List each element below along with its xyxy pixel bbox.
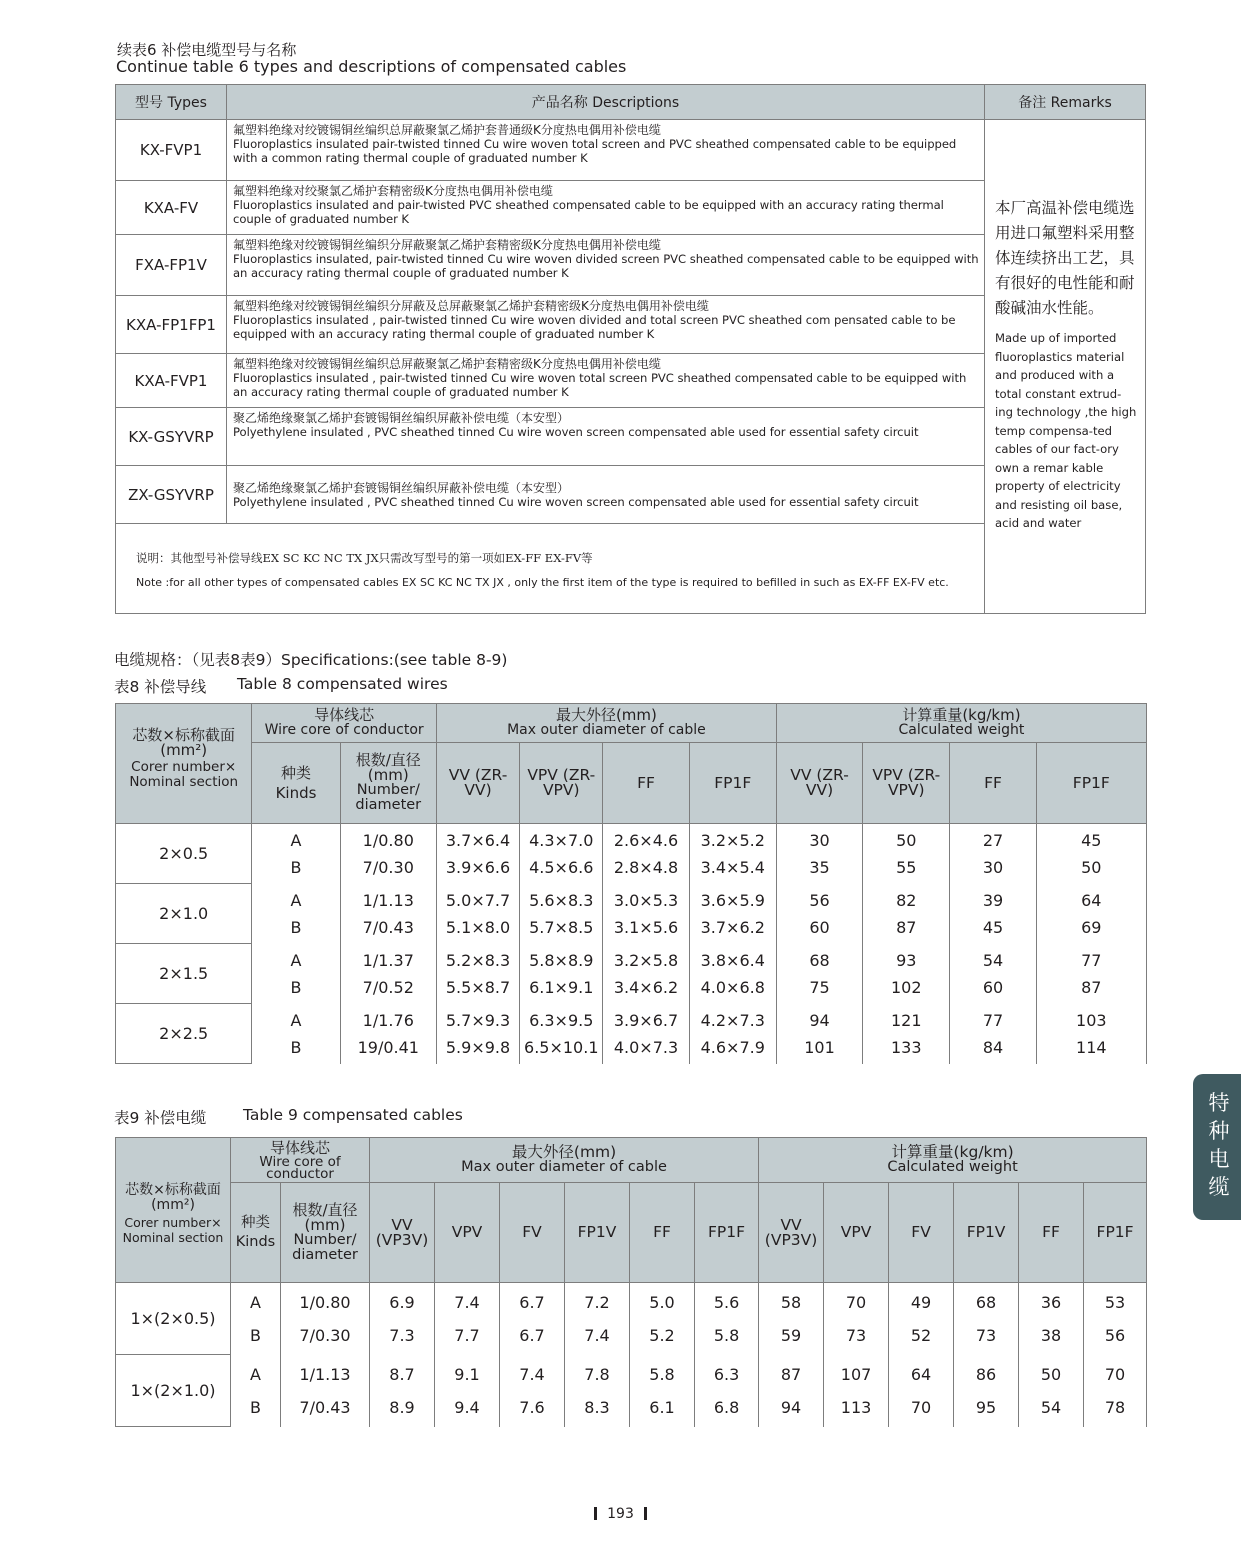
weight-cell: 70 bbox=[824, 1283, 889, 1319]
diameter-cell: 3.0×5.3 bbox=[603, 884, 689, 914]
description-en: Fluoroplastics insulated, pair-twisted tinned Cu wire woven divided screen PVC sheathed compensated cable to be equipped with an accuracy rating thermal couple of graduated number K bbox=[233, 252, 979, 280]
description-cell bbox=[227, 181, 985, 235]
description-en: Polyethylene insulated , PVC sheathed tinned Cu wire woven screen compensated able used for essential safety circuit bbox=[233, 425, 919, 439]
weight-cell: 60 bbox=[950, 974, 1036, 1004]
header-core-section bbox=[116, 704, 252, 824]
weight-cell: 93 bbox=[863, 944, 950, 974]
table-row bbox=[116, 1355, 1147, 1391]
page-number bbox=[0, 1506, 1241, 1522]
header-max-diameter-cn: 最大外径(mm) bbox=[555, 706, 657, 724]
weight-cell: 45 bbox=[950, 914, 1036, 944]
diameter-cell: 7.6 bbox=[500, 1391, 565, 1427]
header-max-diameter bbox=[436, 704, 776, 743]
diameter-cell: 5.2×8.3 bbox=[436, 944, 519, 974]
note-en: Note :for all other types of compensated cables EX SC KC NC TX JX , only the first item of the type is required to befilled in such as EX-FF EX-FV etc. bbox=[136, 576, 949, 589]
weight-cell: 94 bbox=[759, 1391, 824, 1427]
diameter-cell: 4.2×7.3 bbox=[689, 1004, 776, 1034]
header-remarks: 备注 Remarks bbox=[985, 85, 1146, 120]
diameter-cell: 5.7×9.3 bbox=[436, 1004, 519, 1034]
diameter-cell: 7.3 bbox=[370, 1319, 435, 1355]
header-nd-cn: 根数/直径 bbox=[292, 1200, 358, 1219]
weight-cell: 27 bbox=[950, 824, 1036, 854]
diameter-cell: 6.3 bbox=[695, 1355, 759, 1391]
header-weight bbox=[776, 704, 1146, 743]
weight-cell: 84 bbox=[950, 1034, 1036, 1064]
header-weight-col: FF bbox=[950, 743, 1036, 824]
weight-cell: 50 bbox=[863, 824, 950, 854]
header-wire-core-cn: 导体线芯 bbox=[270, 1139, 331, 1157]
size-cell: 1×(2×1.0) bbox=[116, 1355, 231, 1427]
diameter-cell: 5.0×7.7 bbox=[436, 884, 519, 914]
weight-cell: 107 bbox=[824, 1355, 889, 1391]
kind-cell: A bbox=[252, 824, 340, 854]
diameter-cell: 6.1×9.1 bbox=[520, 974, 603, 1004]
header-kinds bbox=[231, 1183, 281, 1283]
types-descriptions-table bbox=[115, 84, 1146, 614]
table-row bbox=[116, 824, 1147, 854]
table6-caption-en: Continue table 6 types and descriptions of compensated cables bbox=[116, 57, 627, 76]
header-wire-core-en: Wire core of conductor bbox=[259, 1154, 341, 1182]
diameter-cell: 3.4×5.4 bbox=[689, 854, 776, 884]
size-cell: 2×1.5 bbox=[116, 944, 252, 1004]
table-row bbox=[116, 120, 1146, 181]
table-row bbox=[116, 914, 1147, 944]
weight-cell: 86 bbox=[954, 1355, 1019, 1391]
divider bbox=[594, 1507, 597, 1520]
type-cell: ZX-GSYVRP bbox=[116, 466, 227, 524]
header-nd-en: Number/ diameter bbox=[355, 782, 422, 813]
number-diameter-cell: 1/1.13 bbox=[340, 884, 436, 914]
weight-cell: 77 bbox=[950, 1004, 1036, 1034]
diameter-cell: 7.8 bbox=[565, 1355, 630, 1391]
weight-cell: 36 bbox=[1019, 1283, 1084, 1319]
weight-cell: 60 bbox=[776, 914, 862, 944]
diameter-cell: 5.0 bbox=[630, 1283, 695, 1319]
weight-cell: 75 bbox=[776, 974, 862, 1004]
header-dia-col: VV (VP3V) bbox=[370, 1183, 435, 1283]
header-weight-en: Calculated weight bbox=[887, 1159, 1018, 1175]
kind-cell: A bbox=[252, 944, 340, 974]
diameter-cell: 8.9 bbox=[370, 1391, 435, 1427]
section-side-tab bbox=[1193, 1074, 1241, 1220]
diameter-cell: 7.4 bbox=[500, 1355, 565, 1391]
description-cn: 氟塑料绝缘对绞镀锡铜丝编织总屏蔽聚氯乙烯护套精密级K分度热电偶用补偿电缆 bbox=[233, 357, 661, 371]
diameter-cell: 5.8×8.9 bbox=[520, 944, 603, 974]
header-kinds-en: Kinds bbox=[235, 1233, 276, 1250]
header-core-en: Corer number× Nominal section bbox=[129, 759, 239, 790]
header-weight-col: VV (VP3V) bbox=[759, 1183, 824, 1283]
weight-cell: 56 bbox=[776, 884, 862, 914]
page-number-label: 193 bbox=[607, 1506, 634, 1522]
description-cell bbox=[227, 120, 985, 181]
weight-cell: 73 bbox=[954, 1319, 1019, 1355]
weight-cell: 54 bbox=[950, 944, 1036, 974]
header-dia-col: FP1F bbox=[689, 743, 776, 824]
diameter-cell: 3.6×5.9 bbox=[689, 884, 776, 914]
diameter-cell: 6.1 bbox=[630, 1391, 695, 1427]
diameter-cell: 6.7 bbox=[500, 1283, 565, 1319]
header-weight-en: Calculated weight bbox=[898, 722, 1025, 738]
number-diameter-cell: 7/0.43 bbox=[281, 1391, 370, 1427]
header-wire-core-en: Wire core of conductor bbox=[264, 722, 424, 738]
header-weight-cn: 计算重量(kg/km) bbox=[902, 706, 1021, 724]
table-row bbox=[116, 944, 1147, 974]
diameter-cell: 7.4 bbox=[565, 1319, 630, 1355]
diameter-cell: 6.8 bbox=[695, 1391, 759, 1427]
description-cell bbox=[227, 466, 985, 524]
table-row bbox=[116, 1034, 1147, 1064]
remarks-cn: 本厂高温补偿电缆选用进口氟塑料采用整体连续挤出工艺，具有很好的电性能和耐酸碱油水性能。 bbox=[995, 199, 1135, 317]
number-diameter-cell: 7/0.43 bbox=[340, 914, 436, 944]
header-wire-core bbox=[231, 1138, 370, 1183]
diameter-cell: 5.2 bbox=[630, 1319, 695, 1355]
diameter-cell: 7.4 bbox=[435, 1283, 500, 1319]
number-diameter-cell: 1/0.80 bbox=[340, 824, 436, 854]
kind-cell: A bbox=[252, 884, 340, 914]
weight-cell: 64 bbox=[889, 1355, 954, 1391]
weight-cell: 87 bbox=[1036, 974, 1146, 1004]
weight-cell: 103 bbox=[1036, 1004, 1146, 1034]
kind-cell: B bbox=[231, 1319, 281, 1355]
kind-cell: A bbox=[231, 1283, 281, 1319]
diameter-cell: 4.0×6.8 bbox=[689, 974, 776, 1004]
description-en: Polyethylene insulated , PVC sheathed tinned Cu wire woven screen compensated able used for essential safety circuit bbox=[233, 494, 919, 509]
kind-cell: B bbox=[252, 974, 340, 1004]
kind-cell: B bbox=[252, 914, 340, 944]
kind-cell: A bbox=[252, 1004, 340, 1034]
weight-cell: 101 bbox=[776, 1034, 862, 1064]
kind-cell: A bbox=[231, 1355, 281, 1391]
table-row bbox=[116, 974, 1147, 1004]
number-diameter-cell: 1/1.13 bbox=[281, 1355, 370, 1391]
weight-cell: 69 bbox=[1036, 914, 1146, 944]
header-core-section bbox=[116, 1138, 231, 1283]
size-cell: 2×0.5 bbox=[116, 824, 252, 884]
diameter-cell: 6.5×10.1 bbox=[520, 1034, 603, 1064]
diameter-cell: 6.7 bbox=[500, 1319, 565, 1355]
diameter-cell: 4.0×7.3 bbox=[603, 1034, 689, 1064]
header-kinds-cn: 种类 bbox=[281, 763, 312, 782]
diameter-cell: 3.9×6.6 bbox=[436, 854, 519, 884]
table8-caption-en: Table 8 compensated wires bbox=[237, 675, 448, 693]
weight-cell: 68 bbox=[954, 1283, 1019, 1319]
diameter-cell: 5.9×9.8 bbox=[436, 1034, 519, 1064]
description-cn: 氟塑料绝缘对绞镀锡铜丝编织总屏蔽聚氯乙烯护套普通级K分度热电偶用补偿电缆 bbox=[233, 123, 661, 137]
weight-cell: 94 bbox=[776, 1004, 862, 1034]
type-cell: KX-FVP1 bbox=[116, 120, 227, 181]
table-row bbox=[116, 1004, 1147, 1034]
size-cell: 1×(2×0.5) bbox=[116, 1283, 231, 1355]
header-wire-core-cn: 导体线芯 bbox=[314, 706, 375, 724]
divider bbox=[644, 1507, 647, 1520]
weight-cell: 45 bbox=[1036, 824, 1146, 854]
diameter-cell: 3.7×6.4 bbox=[436, 824, 519, 854]
header-nd-unit: (mm) bbox=[304, 1215, 346, 1234]
diameter-cell: 7.2 bbox=[565, 1283, 630, 1319]
diameter-cell: 3.9×6.7 bbox=[603, 1004, 689, 1034]
header-number-diameter bbox=[281, 1183, 370, 1283]
weight-cell: 38 bbox=[1019, 1319, 1084, 1355]
specifications-line: 电缆规格：（见表8表9）Specifications:(see table 8-9) bbox=[114, 651, 508, 669]
table9-caption-en: Table 9 compensated cables bbox=[243, 1106, 463, 1124]
weight-cell: 55 bbox=[863, 854, 950, 884]
type-cell: KXA-FP1FP1 bbox=[116, 296, 227, 354]
size-cell: 2×2.5 bbox=[116, 1004, 252, 1064]
diameter-cell: 3.2×5.2 bbox=[689, 824, 776, 854]
weight-cell: 54 bbox=[1019, 1391, 1084, 1427]
number-diameter-cell: 7/0.30 bbox=[281, 1319, 370, 1355]
header-max-diameter-cn: 最大外径(mm) bbox=[511, 1143, 617, 1161]
remarks-cell bbox=[985, 120, 1146, 614]
header-max-diameter bbox=[370, 1138, 759, 1183]
diameter-cell: 4.5×6.6 bbox=[520, 854, 603, 884]
description-cell bbox=[227, 408, 985, 466]
table9-caption-cn: 表9 补偿电缆 bbox=[114, 1109, 207, 1127]
diameter-cell: 8.7 bbox=[370, 1355, 435, 1391]
header-dia-col: FP1V bbox=[565, 1183, 630, 1283]
weight-cell: 50 bbox=[1019, 1355, 1084, 1391]
weight-cell: 70 bbox=[1084, 1355, 1147, 1391]
header-weight-col: FF bbox=[1019, 1183, 1084, 1283]
diameter-cell: 5.6 bbox=[695, 1283, 759, 1319]
compensated-cables-table bbox=[115, 1137, 1147, 1427]
description-en: Fluoroplastics insulated pair-twisted tinned Cu wire woven total screen and PVC sheathed compensated cable to be equipped with a common rating thermal couple of graduated number K bbox=[233, 137, 957, 165]
header-weight-col: VV (ZR-VV) bbox=[776, 743, 862, 824]
note-cn: 说明：其他型号补偿导线EX SC KC NC TX JX只需改写型号的第一项如EX-FF EX-FV等 bbox=[136, 551, 593, 565]
weight-cell: 58 bbox=[759, 1283, 824, 1319]
side-tab-label: 特种电缆 bbox=[1208, 1091, 1230, 1199]
diameter-cell: 5.6×8.3 bbox=[520, 884, 603, 914]
header-weight-col: FV bbox=[889, 1183, 954, 1283]
weight-cell: 35 bbox=[776, 854, 862, 884]
weight-cell: 82 bbox=[863, 884, 950, 914]
number-diameter-cell: 1/1.76 bbox=[340, 1004, 436, 1034]
header-descriptions: 产品名称 Descriptions bbox=[227, 85, 985, 120]
weight-cell: 95 bbox=[954, 1391, 1019, 1427]
description-cell bbox=[227, 296, 985, 354]
description-cell bbox=[227, 235, 985, 296]
weight-cell: 121 bbox=[863, 1004, 950, 1034]
header-weight-col: FP1F bbox=[1084, 1183, 1147, 1283]
diameter-cell: 5.5×8.7 bbox=[436, 974, 519, 1004]
diameter-cell: 6.3×9.5 bbox=[520, 1004, 603, 1034]
header-dia-col: VPV bbox=[435, 1183, 500, 1283]
header-dia-col: FV bbox=[500, 1183, 565, 1283]
weight-cell: 77 bbox=[1036, 944, 1146, 974]
diameter-cell: 2.6×4.6 bbox=[603, 824, 689, 854]
weight-cell: 59 bbox=[759, 1319, 824, 1355]
number-diameter-cell: 19/0.41 bbox=[340, 1034, 436, 1064]
diameter-cell: 5.8 bbox=[630, 1355, 695, 1391]
weight-cell: 52 bbox=[889, 1319, 954, 1355]
weight-cell: 68 bbox=[776, 944, 862, 974]
header-wire-core bbox=[252, 704, 437, 743]
diameter-cell: 2.8×4.8 bbox=[603, 854, 689, 884]
weight-cell: 50 bbox=[1036, 854, 1146, 884]
weight-cell: 39 bbox=[950, 884, 1036, 914]
compensated-wires-table bbox=[115, 703, 1147, 1064]
number-diameter-cell: 1/1.37 bbox=[340, 944, 436, 974]
diameter-cell: 3.4×6.2 bbox=[603, 974, 689, 1004]
diameter-cell: 5.7×8.5 bbox=[520, 914, 603, 944]
weight-cell: 78 bbox=[1084, 1391, 1147, 1427]
header-weight-col: VPV bbox=[824, 1183, 889, 1283]
header-weight-cn: 计算重量(kg/km) bbox=[891, 1143, 1014, 1161]
diameter-cell: 9.4 bbox=[435, 1391, 500, 1427]
table-row bbox=[116, 1391, 1147, 1427]
diameter-cell: 5.8 bbox=[695, 1319, 759, 1355]
description-en: Fluoroplastics insulated , pair-twisted tinned Cu wire woven divided and total screen PVC sheathed com pensated cable to be equipped with an accuracy rating thermal couple of graduated number K bbox=[233, 313, 956, 341]
note-cell bbox=[116, 524, 985, 614]
kind-cell: B bbox=[252, 1034, 340, 1064]
diameter-cell: 6.9 bbox=[370, 1283, 435, 1319]
description-cn: 氟塑料绝缘对绞聚氯乙烯护套精密级K分度热电偶用补偿电缆 bbox=[233, 184, 553, 198]
description-cell bbox=[227, 354, 985, 408]
type-cell: KXA-FVP1 bbox=[116, 354, 227, 408]
header-kinds bbox=[252, 743, 340, 824]
number-diameter-cell: 1/0.80 bbox=[281, 1283, 370, 1319]
diameter-cell: 5.1×8.0 bbox=[436, 914, 519, 944]
diameter-cell: 3.7×6.2 bbox=[689, 914, 776, 944]
weight-cell: 30 bbox=[776, 824, 862, 854]
table-row bbox=[116, 1283, 1147, 1319]
description-cn: 聚乙烯绝缘聚氯乙烯护套镀锡铜丝编织屏蔽补偿电缆（本安型） bbox=[233, 411, 570, 425]
weight-cell: 87 bbox=[863, 914, 950, 944]
header-dia-col: FF bbox=[630, 1183, 695, 1283]
diameter-cell: 4.3×7.0 bbox=[520, 824, 603, 854]
header-types: 型号 Types bbox=[116, 85, 227, 120]
weight-cell: 56 bbox=[1084, 1319, 1147, 1355]
weight-cell: 53 bbox=[1084, 1283, 1147, 1319]
weight-cell: 113 bbox=[824, 1391, 889, 1427]
header-max-diameter-en: Max outer diameter of cable bbox=[461, 1159, 667, 1175]
type-cell: KXA-FV bbox=[116, 181, 227, 235]
number-diameter-cell: 7/0.30 bbox=[340, 854, 436, 884]
size-cell: 2×1.0 bbox=[116, 884, 252, 944]
weight-cell: 114 bbox=[1036, 1034, 1146, 1064]
description-en: Fluoroplastics insulated , pair-twisted tinned Cu wire woven total screen PVC sheathed compensated cable to be equipped with an accuracy rating thermal couple of graduated number K bbox=[233, 371, 967, 399]
header-kinds-en: Kinds bbox=[275, 783, 317, 802]
header-core-en: Corer number× Nominal section bbox=[122, 1215, 224, 1245]
header-core-cn: 芯数×标称截面 bbox=[132, 726, 235, 744]
header-weight-col: VPV (ZR-VPV) bbox=[863, 743, 950, 824]
table8-caption-cn: 表8 补偿导线 bbox=[114, 678, 207, 696]
header-nd-cn: 根数/直径 bbox=[355, 751, 421, 769]
header-weight-col: FP1V bbox=[954, 1183, 1019, 1283]
weight-cell: 133 bbox=[863, 1034, 950, 1064]
diameter-cell: 8.3 bbox=[565, 1391, 630, 1427]
description-en: Fluoroplastics insulated and pair-twisted PVC sheathed compensated cable to be equipped with an accuracy rating thermal couple of graduated number K bbox=[233, 198, 944, 226]
diameter-cell: 3.2×5.8 bbox=[603, 944, 689, 974]
table-row bbox=[116, 884, 1147, 914]
header-number-diameter bbox=[340, 743, 436, 824]
header-kinds-cn: 种类 bbox=[241, 1214, 270, 1231]
header-core-unit: (mm²) bbox=[160, 741, 208, 759]
weight-cell: 30 bbox=[950, 854, 1036, 884]
header-dia-col: VPV (ZR-VPV) bbox=[520, 743, 603, 824]
diameter-cell: 9.1 bbox=[435, 1355, 500, 1391]
diameter-cell: 3.8×6.4 bbox=[689, 944, 776, 974]
diameter-cell: 4.6×7.9 bbox=[689, 1034, 776, 1064]
header-max-diameter-en: Max outer diameter of cable bbox=[507, 722, 706, 738]
weight-cell: 73 bbox=[824, 1319, 889, 1355]
weight-cell: 70 bbox=[889, 1391, 954, 1427]
header-core-unit: (mm²) bbox=[151, 1197, 195, 1213]
header-dia-col: VV (ZR-VV) bbox=[436, 743, 519, 824]
weight-cell: 102 bbox=[863, 974, 950, 1004]
weight-cell: 87 bbox=[759, 1355, 824, 1391]
kind-cell: B bbox=[231, 1391, 281, 1427]
header-dia-col: FP1F bbox=[695, 1183, 759, 1283]
weight-cell: 49 bbox=[889, 1283, 954, 1319]
header-weight bbox=[759, 1138, 1147, 1183]
number-diameter-cell: 7/0.52 bbox=[340, 974, 436, 1004]
description-cn: 氟塑料绝缘对绞镀锡铜丝编织分屏蔽及总屏蔽聚氯乙烯护套精密级K分度热电偶用补偿电缆 bbox=[233, 299, 709, 313]
diameter-cell: 7.7 bbox=[435, 1319, 500, 1355]
header-nd-en: Number/ diameter bbox=[292, 1231, 358, 1263]
kind-cell: B bbox=[252, 854, 340, 884]
description-cn: 氟塑料绝缘对绞镀锡铜丝编织分屏蔽聚氯乙烯护套精密级K分度热电偶用补偿电缆 bbox=[233, 238, 661, 252]
table6-caption-cn: 续表6 补偿电缆型号与名称 bbox=[117, 41, 297, 59]
header-dia-col: FF bbox=[603, 743, 689, 824]
remarks-en: Made up of imported fluoroplastics material and produced with a total constant extrud-ing technology ,the high temp compensa-ted cables of our fact-ory own a remar kable property of electricity and resisting oil base, acid and water bbox=[995, 331, 1137, 530]
header-nd-unit: (mm) bbox=[367, 766, 409, 784]
description-cn: 聚乙烯绝缘聚氯乙烯护套镀锡铜丝编织屏蔽补偿电缆（本安型） bbox=[233, 480, 570, 495]
weight-cell: 64 bbox=[1036, 884, 1146, 914]
type-cell: KX-GSYVRP bbox=[116, 408, 227, 466]
header-weight-col: FP1F bbox=[1036, 743, 1146, 824]
table-row bbox=[116, 854, 1147, 884]
diameter-cell: 3.1×5.6 bbox=[603, 914, 689, 944]
table-row bbox=[116, 1319, 1147, 1355]
type-cell: FXA-FP1V bbox=[116, 235, 227, 296]
header-core-cn: 芯数×标称截面 bbox=[125, 1182, 221, 1198]
